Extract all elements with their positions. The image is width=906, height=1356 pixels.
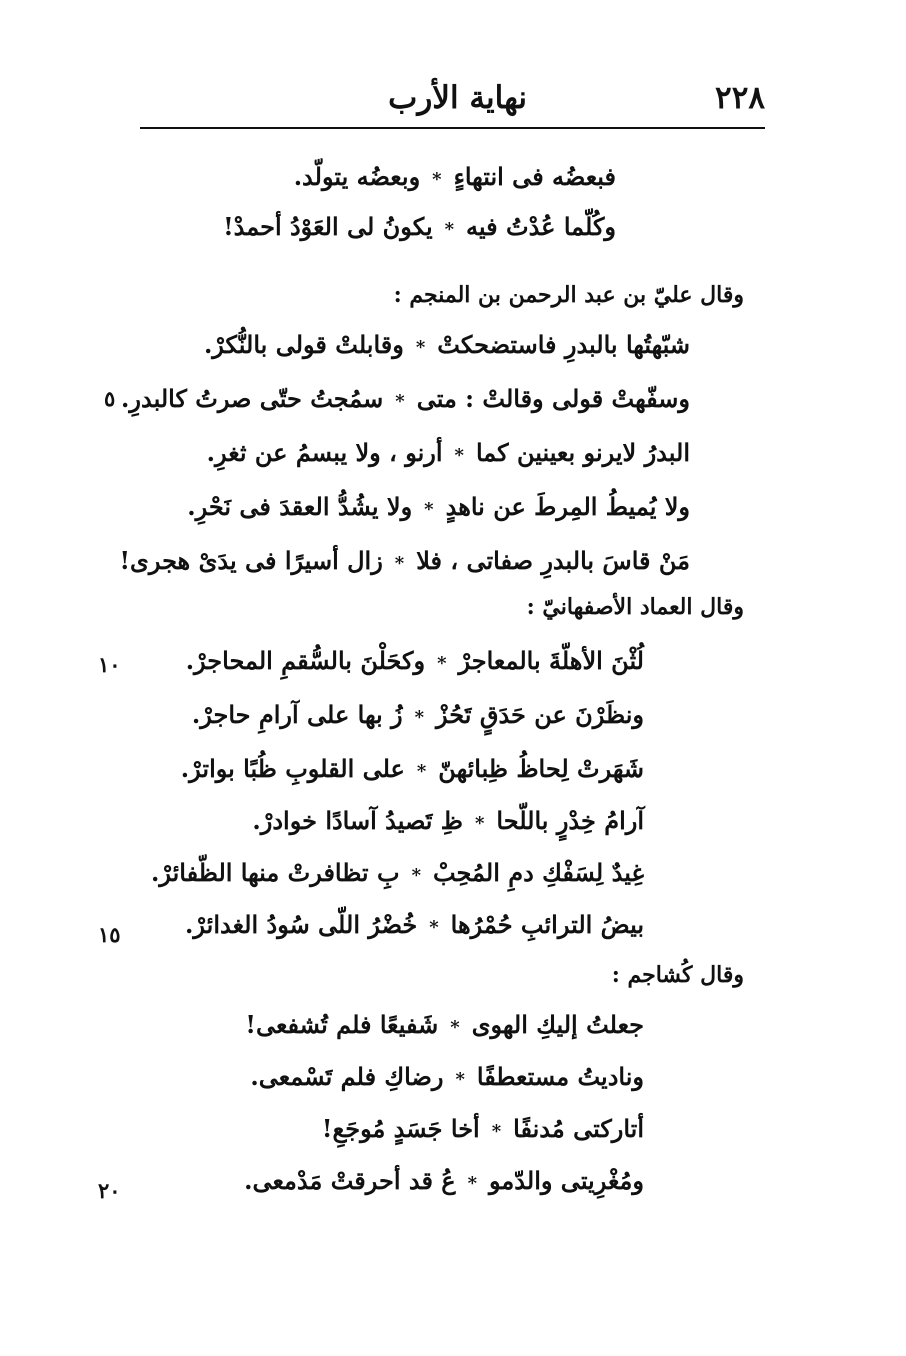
attribution-heading: وقال العماد الأصفهانيّ : (526, 594, 744, 620)
verse-line: شَهَرتْ لِحاظُ ظِبائهنّ*على القلوبِ ظُبًا بواترْ. (180, 754, 644, 783)
verse-line: ومُغْرِيتى والدّمو*عُ قد أحرقتْ مَدْمعى. (244, 1166, 644, 1195)
verse-line: بيضُ الترائبِ حُمْرُها*خُضْرُ اللّى سُودُ الغدائرْ. (185, 910, 644, 939)
verse-line: مَنْ قاسَ بالبدرِ صفاتى ، فلا*زال أسيرًا فى يدَىْ هجرى! (119, 546, 690, 575)
verse-line: وناديتُ مستعطفًا*رضاكِ فلم تَسْمعى. (250, 1062, 644, 1091)
line-number-10: ١٠ (98, 652, 121, 677)
header-rule (140, 127, 765, 129)
page-number: ٢٢٨ (715, 80, 765, 116)
running-title: نهاية الأرب (388, 80, 527, 116)
verse-line: لُثْنَ الأهلّةَ بالمعاجرْ*وكحَلْنَ بالسُّقمِ المحاجرْ. (185, 646, 644, 675)
verse-line: ولا يُميطُ المِرطَ عن ناهدٍ*ولا يشُدُّ العقدَ فى نَحْرِ. (187, 492, 690, 521)
verse-line: وكُلّما عُدْتُ فيه*يكونُ لى العَوْدُ أحمدْ! (223, 212, 616, 241)
verse-line: جعلتُ إليكِ الهوى*شَفيعًا فلم تُشفعى! (245, 1010, 644, 1039)
verse-line: البدرُ لايرنو بعينين كما*أرنو ، ولا يبسمُ عن ثغرِ. (206, 438, 690, 467)
verse-line: غِيدٌ لِسَفْكِ دمِ المُحِبْ*بِ تظافرتْ منها الظّفائرْ. (151, 858, 644, 887)
attribution-heading: وقال كُشاجم : (611, 962, 744, 988)
verse-line: وسفّهتْ قولى وقالتْ : متى*سمُجتُ حتّى صرتُ كالبدرِ. (121, 384, 690, 413)
verse-line: فبعضُه فى انتهاءٍ*وبعضُه يتولّد. (293, 162, 616, 191)
line-number-5: ٥ (104, 386, 116, 411)
verse-line: أتاركتى مُدنفًا*أخا جَسَدٍ مُوجَعِ! (321, 1114, 644, 1143)
verse-line: آرامُ خِدْرٍ باللّحا*ظِ تَصيدُ آسادًا خوادرْ. (252, 806, 644, 835)
line-number-20: ٢٠ (98, 1178, 121, 1203)
line-number-15: ١٥ (98, 922, 121, 947)
attribution-heading: وقال عليّ بن عبد الرحمن بن المنجم : (393, 282, 744, 308)
verse-line: شبّهتُها بالبدرِ فاستضحكتْ*وقابلتْ قولى بالنُّكرْ. (203, 330, 690, 359)
verse-line: ونظَرْنَ عن حَدَقٍ تَحُزْ*زُ بها على آرامِ حاجرْ. (191, 700, 644, 729)
page-header (140, 78, 765, 126)
